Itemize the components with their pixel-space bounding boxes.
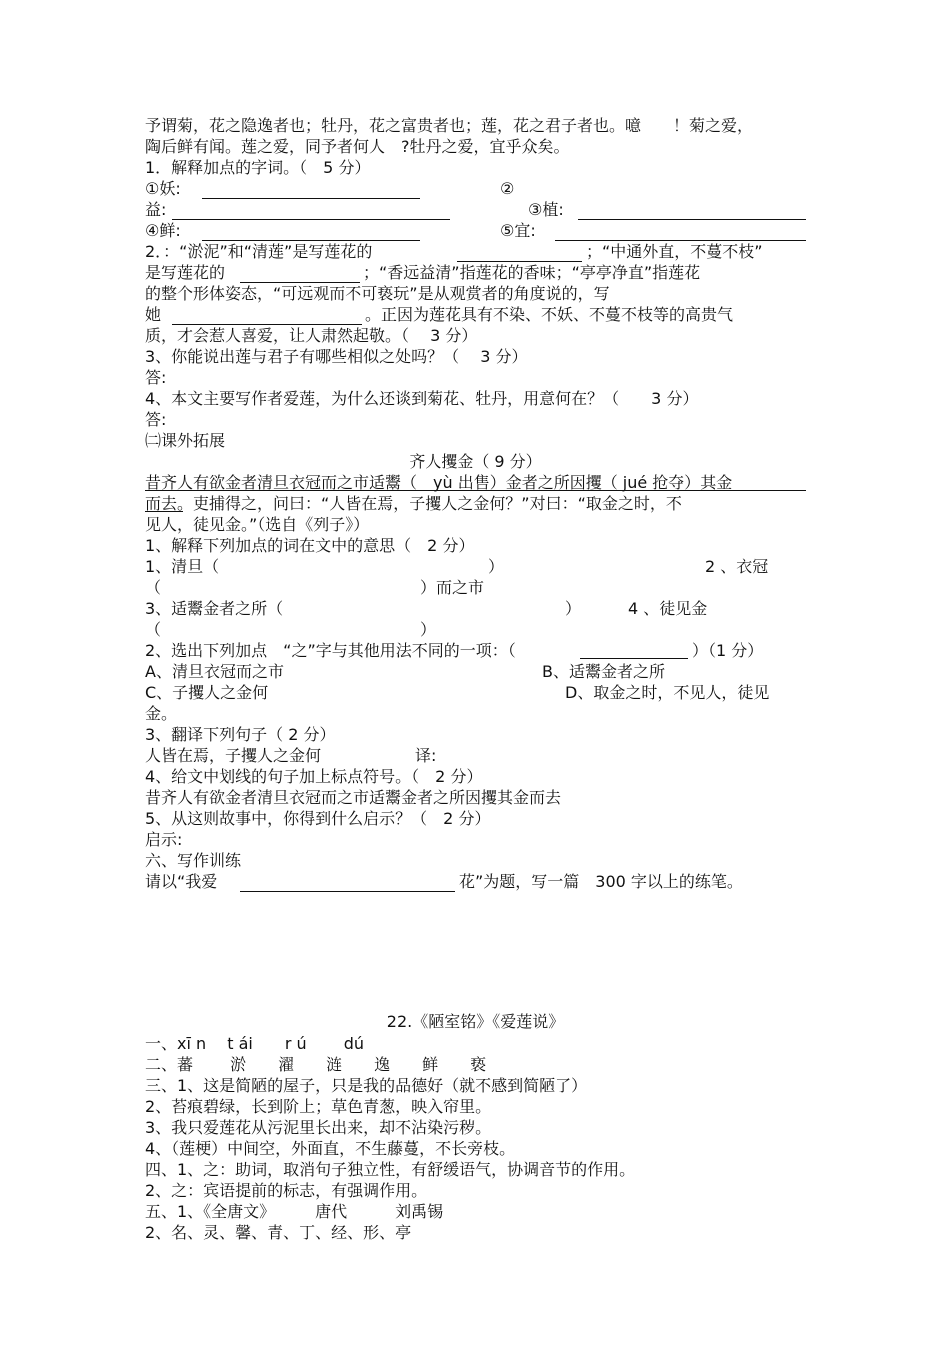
- writing-prompt-a: 请以“我爱: [145, 872, 218, 891]
- q1-item-yiguan-open: （: [145, 578, 162, 597]
- question-3: 3、翻译下列句子（ 2 分）: [145, 725, 336, 744]
- answer-blank[interactable]: [240, 891, 455, 892]
- answer-blank[interactable]: [172, 219, 450, 220]
- question-4-sentence: 昔齐人有欲金者清旦衣冠而之市适鬻金者之所因攫其金而去: [145, 788, 562, 807]
- q1-item-xian: ④鲜:: [145, 221, 181, 240]
- q1-item-tujian-open: （: [145, 620, 162, 639]
- q1-item-shiyu-close: ）: [565, 599, 582, 618]
- q1-item-qingdan: 1、清旦（: [145, 557, 220, 576]
- q1-item-yi: 益:: [145, 200, 167, 219]
- answer-blank[interactable]: [202, 240, 420, 241]
- answer-blank[interactable]: [580, 658, 688, 659]
- answer-blank[interactable]: [457, 261, 582, 262]
- answer-blank[interactable]: [172, 324, 362, 325]
- passage-line-2: 而去。吏捕得之，问曰：“人皆在焉，子攫人之金何？”对曰：“取金之时，不: [145, 494, 682, 513]
- answer-line: 4、（莲梗）中间空，外面直，不生藤蔓，不长旁枝。: [145, 1139, 516, 1158]
- option-d-continued: 金。: [145, 704, 178, 723]
- q1-item-shiyu: 3、适鬻金者之所（: [145, 599, 284, 618]
- question-5: 5、从这则故事中，你得到什么启示？（ 2 分）: [145, 809, 491, 828]
- question-4: 4、给文中划线的句子加上标点符号。（ 2 分）: [145, 767, 483, 786]
- option-c: C、子攫人之金何: [145, 683, 269, 702]
- q1-item-tujian: 4 、徒见金: [628, 599, 708, 618]
- answer-line: 3、我只爱莲花从污泥里长出来，却不沾染污秽。: [145, 1118, 492, 1137]
- section-heading-extension: ㈡课外拓展: [145, 431, 226, 450]
- question-2-part-a: 2．：“淤泥”和“清莲”是写莲花的: [145, 242, 373, 261]
- answer-line: 二、蕃 淤 濯 涟 逸 鲜 亵: [145, 1055, 487, 1074]
- question-2-part-c: 是写莲花的: [145, 263, 226, 282]
- question-2-part-b: ；“中通外直，不蔓不枝”: [586, 242, 763, 261]
- question-4-answer[interactable]: 答:: [145, 410, 167, 429]
- q1-item-tujian-close: ）: [420, 620, 437, 639]
- answer-blank[interactable]: [240, 282, 360, 283]
- question-2: 2、选出下列加点 “之”字与其他用法不同的一项：（: [145, 641, 516, 660]
- q1-item-yao: ①妖:: [145, 179, 181, 198]
- passage-line-3: 见人，徒见金。”（选自《列子》）: [145, 515, 370, 534]
- question-3-translate[interactable]: 译:: [415, 746, 437, 765]
- option-b: B、适鬻金者之所: [542, 662, 665, 681]
- question-3-sentence: 人皆在焉，子攫人之金何: [145, 746, 322, 765]
- question-2-part-f: 她: [145, 305, 162, 324]
- question-2-close: ）（1 分）: [692, 641, 764, 660]
- underline-mark: [145, 511, 183, 512]
- passage-line-1: 昔齐人有欲金者清旦衣冠而之市适鬻（ yù 出售）金者之所因攫（ jué 抢夺）其金: [145, 473, 733, 492]
- section-heading-writing: 六、写作训练: [145, 851, 242, 870]
- passage-line-1: 予谓菊，花之隐逸者也；牡丹，花之富贵者也；莲，花之君子者也。噫 ！菊之爱，: [145, 116, 754, 135]
- question-3-answer[interactable]: 答:: [145, 368, 167, 387]
- answers-title: 22.《陋室铭》《爱莲说》: [386, 1012, 565, 1031]
- question-4: 4、本文主要写作者爱莲，为什么还谈到菊花、牡丹，用意何在？（ 3 分）: [145, 389, 699, 408]
- answer-line: 三、1、这是简陋的屋子，只是我的品德好（就不感到简陋了）: [145, 1076, 588, 1095]
- option-a: A、清旦衣冠而之市: [145, 662, 284, 681]
- q1-item-2: ②: [500, 179, 515, 198]
- answer-line: 2、名、灵、馨、青、丁、经、形、亭: [145, 1223, 412, 1242]
- passage-title: 齐人攫金（ 9 分）: [409, 452, 542, 471]
- question-2-part-d: ；“香远益清”指莲花的香味；“亭亭净直”指莲花: [363, 263, 701, 282]
- q1-item-yiguan: 2 、衣冠: [705, 557, 769, 576]
- question-2-part-e: 的整个形体姿态，“可远观而不可亵玩”是从观赏者的角度说的，写: [145, 284, 610, 303]
- answer-line: 2、苔痕碧绿，长到阶上；草色青葱，映入帘里。: [145, 1097, 492, 1116]
- answer-blank[interactable]: [555, 240, 806, 241]
- question-3: 3、你能说出莲与君子有哪些相似之处吗？（ 3 分）: [145, 347, 528, 366]
- question-1: 1、解释下列加点的词在文中的意思（ 2 分）: [145, 536, 475, 555]
- underline-mark: [145, 490, 806, 491]
- answer-blank[interactable]: [202, 198, 420, 199]
- answer-line: 五、1、《全唐文》 唐代 刘禹锡: [145, 1202, 444, 1221]
- question-1: 1．解释加点的字词。（ 5 分）: [145, 158, 371, 177]
- q1-item-qingdan-close: ）: [488, 557, 505, 576]
- answer-line: 一、xī n t ái r ú dú: [145, 1034, 365, 1053]
- answer-line: 2、之：宾语提前的标志，有强调作用。: [145, 1181, 428, 1200]
- passage-line-2: 陶后鲜有闻。莲之爱，同予者何人 ?牡丹之爱，宜乎众矣。: [145, 137, 570, 156]
- question-2-part-h: 质，才会惹人喜爱，让人肃然起敬。（ 3 分）: [145, 326, 478, 345]
- option-d: D、取金之时，不见人，徒见: [565, 683, 770, 702]
- writing-prompt-b: 花”为题，写一篇 300 字以上的练笔。: [459, 872, 743, 891]
- answer-blank[interactable]: [578, 219, 806, 220]
- answer-line: 四、1、之：助词，取消句子独立性，有舒缓语气，协调音节的作用。: [145, 1160, 636, 1179]
- q1-item-zhi: ③植:: [528, 200, 564, 219]
- question-5-answer[interactable]: 启示:: [145, 830, 183, 849]
- q1-item-yi2: ⑤宜:: [500, 221, 536, 240]
- question-2-part-g: 。正因为莲花具有不染、不妖、不蔓不枝等的高贵气: [365, 305, 734, 324]
- q1-item-yiguan-close: ）而之市: [420, 578, 485, 597]
